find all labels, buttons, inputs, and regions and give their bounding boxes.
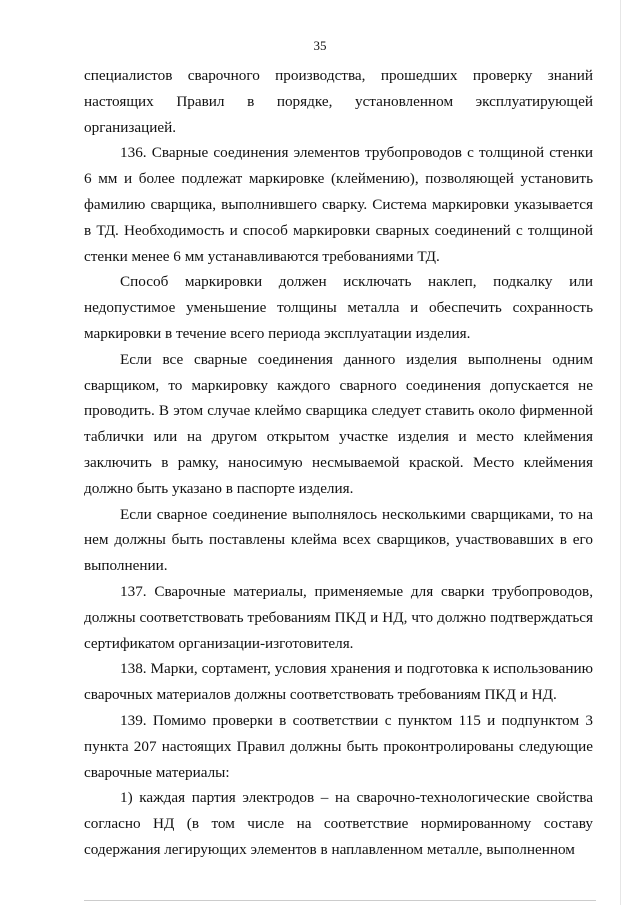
paragraph-139-item-1: 1) каждая партия электродов – на сварочно-технологические свойства согласно НД (в том числе на соответствие нормированному составу содержания легирующих элементов в наплавленном металле, выполненном	[84, 789, 593, 858]
paragraph-137: 137. Сварочные материалы, применяемые для сварки трубопроводов, должны соответствовать требованиям ПКД и НД, что должно подтверждаться сертификатом организации-изготовителя.	[84, 582, 593, 652]
paragraph-single-welder: Если все сварные соединения данного изделия выполнены одним сварщиком, то маркировку каждого сварного соединения допускается не проводить. В этом случае клеймо сварщика следует ставить около фирменной таблички или на другом открытом участке изделия и место клеймения заключить в рамку, наносимую несмываемой краской. Место клеймения должно быть указано в паспорте изделия.	[84, 350, 593, 497]
paragraph-136: 136. Сварные соединения элементов трубопроводов с толщиной стенки 6 мм и более подлежат маркировке (клеймению), позволяющей установить фамилию сварщика, выполнившего сварку. Система маркировки указывается в ТД. Необходимость и способ маркировки сварных соединений с толщиной стенки менее 6 мм устанавливаются требованиями ТД.	[84, 144, 593, 265]
document-body	[84, 63, 593, 863]
paragraph-multiple-welders: Если сварное соединение выполнялось несколькими сварщиками, то на нем должны быть поставлены клейма всех сварщиков, участвовавших в его выполнении.	[84, 505, 593, 575]
paragraph-139: 139. Помимо проверки в соответствии с пунктом 115 и подпунктом 3 пункта 207 настоящих Правил должны быть проконтролированы следующие сварочные материалы:	[84, 711, 593, 781]
paragraph-138: 138. Марки, сортамент, условия хранения и подготовка к использованию сварочных материалов должны соответствовать требованиям ПКД и НД.	[84, 660, 593, 704]
page-number: 35	[313, 38, 327, 53]
paragraph-continuation: специалистов сварочного производства, прошедших проверку знаний настоящих Правил в порядке, установленном эксплуатирующей организацией.	[84, 67, 593, 136]
paragraph-marking-method: Способ маркировки должен исключать наклеп, подкалку или недопустимое уменьшение толщины металла и обеспечить сохранность маркировки в течение всего периода эксплуатации изделия.	[84, 273, 593, 342]
scan-bottom-line	[84, 900, 596, 901]
scan-edge-line	[620, 0, 621, 905]
